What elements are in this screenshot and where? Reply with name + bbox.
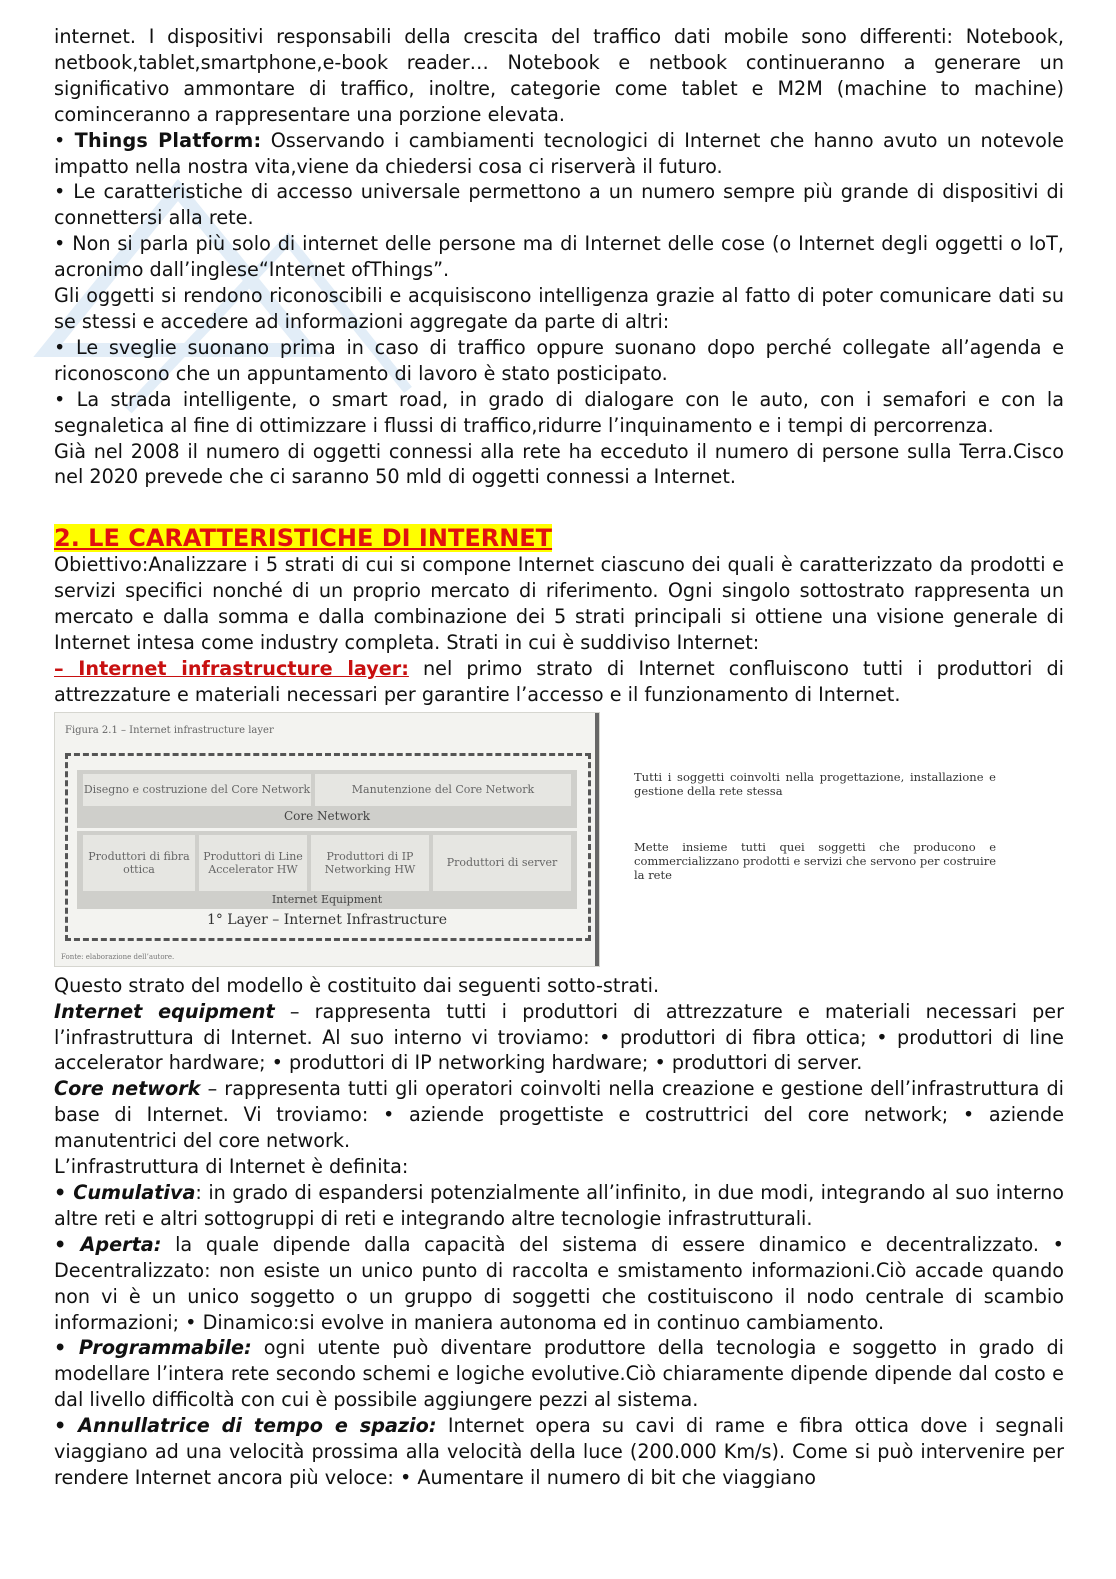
document-page (54, 24, 1064, 1491)
section-heading-text: 2. LE CARATTERISTICHE DI INTERNET (54, 524, 553, 553)
note-core-network: Tutti i soggetti coinvolti nella progettazione, installazione e gestione della rete stessa (634, 769, 996, 798)
internet-equipment-text: – rappresenta tutti i produttori di attrezzature e materiali necessari per l’infrastruttura di Internet. Al suo interno vi troviamo: • produttori di fibra ottica; • produttori di line accelerator hardware; • produttori di IP networking hardware; • produttori di server. (54, 999, 1064, 1075)
core-box-maintenance: Manutenzione del Core Network (315, 774, 571, 806)
paragraph-core-network (54, 1076, 1064, 1154)
equip-box-fiber: Produttori di fibra ottica (83, 835, 195, 891)
core-box-design: Disegno e costruzione del Core Network (83, 774, 311, 806)
internet-equipment-block (77, 831, 577, 909)
figure-edge (595, 713, 599, 966)
internet-equipment-title: Internet equipment (54, 999, 275, 1023)
aperta-title: • Aperta: (54, 1232, 162, 1256)
cumulativa-text: : in grado di espandersi potenzialmente all’infinito, in due modi, integrando al suo interno altre reti e altri sottogruppi di reti e integrando altre tecnologie infrastrutturali. (54, 1181, 1064, 1230)
paragraph-things-platform (54, 128, 1064, 180)
section-heading (54, 524, 1064, 552)
paragraph-internet-equipment (54, 999, 1064, 1077)
paragraph-substrata: Questo strato del modello è costituito dai seguenti sotto-strati. (54, 973, 660, 997)
paragraph-layer1 (54, 656, 1064, 708)
paragraph-annullatrice (54, 1413, 1064, 1491)
paragraph-smart-road: • La strada intelligente, o smart road, in grado di dialogare con le auto, con i semafori e con la segnaletica al fine di ottimizzare i flussi di traffico,ridurre l’inquinamento e i tempi di percorrenza. (54, 387, 1064, 437)
paragraph-traffic: internet. I dispositivi responsabili della crescita del traffico dati mobile sono differenti: Notebook, netbook,tablet,smartphone,e-book reader… Notebook e netbook continueranno a generare un significativo ammontare di traffico, inoltre, categorie come tablet e M2M (machine to machine) cominceranno a rappresentare una porzione elevata. (54, 25, 1064, 126)
programmabile-title: • Programmabile: (54, 1336, 252, 1360)
paragraph-objective: Obiettivo:Analizzare i 5 strati di cui si compone Internet ciascuno dei quali è caratterizzato da prodotti e servizi specifici nonché di un proprio mercato di riferimento. Ogni singolo sottostrato rappresenta un mercato e dalla somma e dalla combinazione dei 5 strati principali si ottiene una visione generale di Internet intesa come industry completa. Strati in cui è suddiviso Internet: (54, 553, 1064, 655)
core-network-label: Core Network (284, 808, 370, 823)
paragraph-universal-access: • Le caratteristiche di accesso universale permettono a un numero sempre più grande di dispositivi di connettersi alla rete. (54, 180, 1064, 230)
paragraph-alarms: • Le sveglie suonano prima in caso di traffico oppure suonano dopo perché collegate all’agenda e riconoscono che un appuntamento di lavoro è stato posticipato. (54, 335, 1064, 385)
core-network-title: Core network (54, 1077, 201, 1101)
paragraph-cisco: Già nel 2008 il numero di oggetti connessi alla rete ha ecceduto il numero di persone sulla Terra.Cisco nel 2020 prevede che ci saranno 50 mld di oggetti connessi a Internet. (54, 439, 1064, 489)
layer1-text: nel primo strato di Internet confluiscono tutti i produttori di attrezzature e materiali necessari per garantire l’accesso e il funzionamento di Internet. (54, 656, 1064, 706)
cumulativa-title: • Cumulativa (54, 1181, 196, 1204)
equip-box-line-accelerator: Produttori di Line Accelerator HW (199, 835, 307, 891)
paragraph-cumulativa (54, 1180, 1064, 1232)
equip-box-ip-networking: Produttori di IP Networking HW (311, 835, 429, 891)
annullatrice-text: Internet opera su cavi di rame e fibra ottica dove i segnali viaggiano ad una velocità prossima alla velocità della luce (200.000 Km/s). Come si può intervenire per rendere Internet ancora più veloce: • Aumentare il numero di bit che viaggiano (54, 1414, 1064, 1489)
bullet: • (54, 128, 75, 152)
paragraph-objects: Gli oggetti si rendono riconoscibili e acquisiscono intelligenza grazie al fatto di poter comunicare dati su se stessi e accedere ad informazioni aggregate da parte di altri: (54, 284, 1064, 333)
aperta-text: la quale dipende dalla capacità del sistema di essere dinamico e decentralizzato. • Decentralizzato: non esiste un unico punto di raccolta e smistamento informazioni.Ciò accade quando non vi è un unico soggetto o un gruppo di soggetti che costituiscono il nodo centrale di scambio informazioni; • Dinamico:si evolve in maniera autonoma ed in continuo cambiamento. (54, 1232, 1064, 1334)
core-network-text: – rappresenta tutti gli operatori coinvolti nella creazione e gestione dell’infrastruttura di base di Internet. Vi troviamo: • aziende progettiste e costruttrici del core network; • aziende manutentrici del core network. (54, 1077, 1064, 1153)
layer-label: 1° Layer – Internet Infrastructure (206, 911, 448, 928)
paragraph-aperta (54, 1232, 1064, 1336)
core-network-block (77, 770, 577, 828)
things-platform-text: Osservando i cambiamenti tecnologici di Internet che hanno avuto un notevole impatto nella nostra vita,viene da chiedersi cosa ci riserverà il futuro. (54, 128, 1064, 178)
paragraph-defined: L’infrastruttura di Internet è definita: (54, 1155, 409, 1179)
equip-box-server: Produttori di server (433, 835, 571, 891)
paragraph-iot: • Non si parla più solo di internet delle persone ma di Internet delle cose (o Internet degli oggetti o IoT, acronimo dall’inglese“Internet ofThings”. (54, 232, 1064, 282)
note-internet-equipment: Mette insieme tutti quei soggetti che producono e commercializzano prodotti e servizi che servono per costruire la rete (634, 839, 996, 882)
figure-source: Fonte: elaborazione dell’autore. (61, 952, 175, 961)
layer1-title: – Internet infrastructure layer: (54, 656, 409, 680)
things-platform-title: Things Platform: (74, 128, 262, 152)
figure-infrastructure (54, 712, 600, 967)
figure-caption: Figura 2.1 – Internet infrastructure layer (65, 724, 274, 736)
internet-equipment-label: Internet Equipment (271, 892, 383, 906)
figure-row (54, 712, 1064, 967)
programmabile-text: ogni utente può diventare produttore della tecnologia e soggetto in grado di modellare l’intera rete secondo schemi e logiche evolutive.Ciò chiaramente dipende dipende dal costo e dal livello difficoltà con cui è possibile aggiungere pezzi al sistema. (54, 1336, 1064, 1412)
paragraph-programmabile (54, 1335, 1064, 1413)
annullatrice-title: • Annullatrice di tempo e spazio: (54, 1414, 437, 1438)
